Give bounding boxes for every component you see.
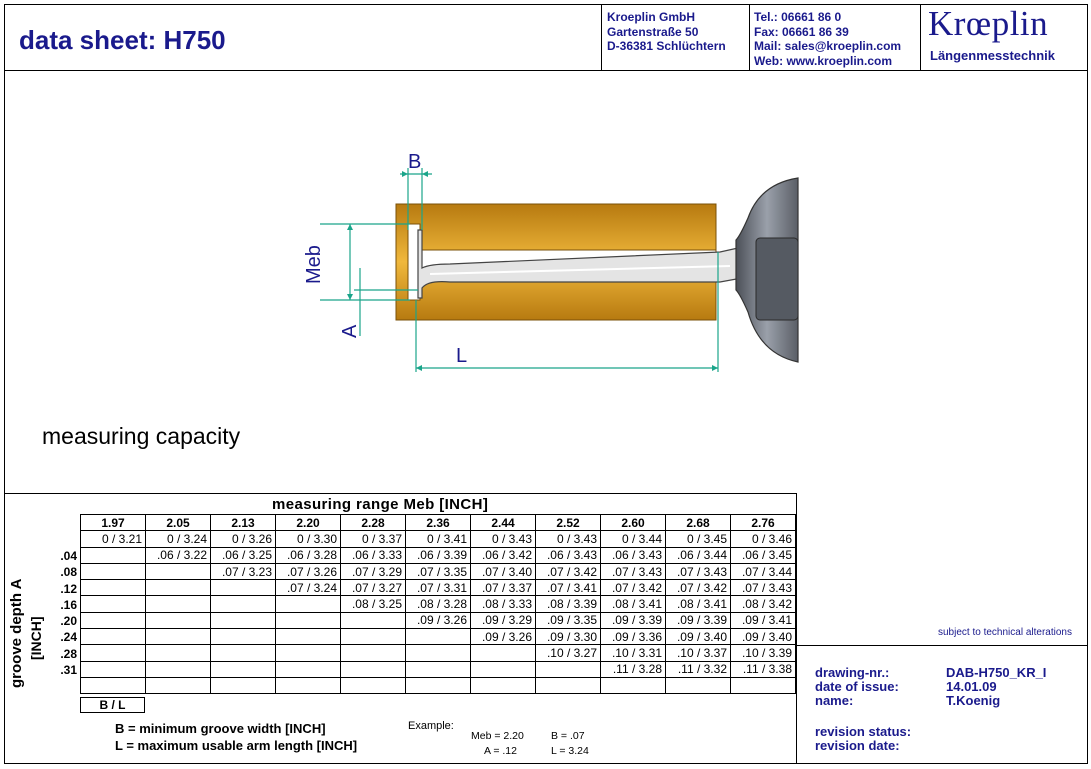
table-cell xyxy=(146,612,211,628)
table-cell xyxy=(276,661,341,677)
table-cell xyxy=(341,645,406,661)
table-cell: .06 / 3.44 xyxy=(666,547,731,563)
table-cell: .08 / 3.41 xyxy=(601,596,666,612)
column-header: 1.97 xyxy=(81,515,146,531)
legend-line: B = minimum groove width [INCH] xyxy=(115,721,326,736)
table-cell: .07 / 3.40 xyxy=(471,563,536,579)
table-row xyxy=(81,612,796,628)
arrow-head xyxy=(422,171,428,177)
section-title: measuring capacity xyxy=(42,423,241,449)
table-row xyxy=(81,531,796,547)
table-cell: .07 / 3.31 xyxy=(406,580,471,596)
meta-divider xyxy=(797,645,1088,646)
row-label: .04 xyxy=(60,549,77,563)
table-cell: .09 / 3.36 xyxy=(601,629,666,645)
row-label: .08 xyxy=(60,565,77,580)
column-header: 2.44 xyxy=(471,515,536,531)
table-cell: 0 / 3.26 xyxy=(211,531,276,547)
header-divider xyxy=(920,5,921,70)
table-row xyxy=(81,563,796,579)
example-l: L = 3.24 xyxy=(551,745,589,757)
table-cell xyxy=(146,580,211,596)
column-header: 2.05 xyxy=(146,515,211,531)
legend xyxy=(115,720,357,754)
table-cell: 0 / 3.46 xyxy=(731,531,796,547)
table-cell: .07 / 3.42 xyxy=(536,563,601,579)
gauge-diagram xyxy=(290,140,810,380)
revision-date-label: revision date: xyxy=(815,738,900,753)
table-cell xyxy=(81,677,146,693)
table-cell xyxy=(276,596,341,612)
label-meb: Meb xyxy=(303,245,325,284)
table-cell xyxy=(211,645,276,661)
column-header: 2.36 xyxy=(406,515,471,531)
table-cell: .08 / 3.25 xyxy=(341,596,406,612)
table-cell xyxy=(666,677,731,693)
table-cell: .07 / 3.41 xyxy=(536,580,601,596)
table-cell: .07 / 3.37 xyxy=(471,580,536,596)
contact-line: Fax: 06661 86 39 xyxy=(754,24,849,39)
name-label: name: xyxy=(815,693,854,708)
row-label: .24 xyxy=(60,630,77,645)
table-cell xyxy=(276,612,341,628)
brand-subtitle: Längenmesstechnik xyxy=(930,48,1055,63)
example-a: A = .12 xyxy=(484,745,517,757)
table-cell xyxy=(601,677,666,693)
table-cell: .10 / 3.37 xyxy=(666,645,731,661)
header-divider xyxy=(601,5,602,70)
table-cell: .07 / 3.24 xyxy=(276,580,341,596)
table-cell xyxy=(146,645,211,661)
table-cell: .10 / 3.31 xyxy=(601,645,666,661)
table-cell: 0 / 3.37 xyxy=(341,531,406,547)
table-row xyxy=(81,596,796,612)
row-label: .12 xyxy=(60,581,77,596)
table-cell xyxy=(146,661,211,677)
table-cell: .07 / 3.43 xyxy=(666,563,731,579)
table-cell: 0 / 3.44 xyxy=(601,531,666,547)
table-cell xyxy=(81,661,146,677)
contact-line: Tel.: 06661 86 0 xyxy=(754,10,842,24)
table-cell: .08 / 3.33 xyxy=(471,596,536,612)
table-cell: 0 / 3.30 xyxy=(276,531,341,547)
example-label: Example: xyxy=(408,720,454,732)
arrow-head xyxy=(347,224,353,230)
arrow-head xyxy=(416,365,422,371)
arrow-head xyxy=(347,294,353,300)
capacity-table xyxy=(80,514,796,694)
table-cell xyxy=(406,629,471,645)
table-cell xyxy=(536,677,601,693)
table-cell xyxy=(406,677,471,693)
column-header: 2.13 xyxy=(211,515,276,531)
table-cell xyxy=(406,661,471,677)
row-label: .28 xyxy=(60,646,77,661)
table-cell: 0 / 3.24 xyxy=(146,531,211,547)
table-cell: .07 / 3.35 xyxy=(406,563,471,579)
table-cell xyxy=(276,645,341,661)
address-line: D-36381 Schlüchtern xyxy=(607,39,726,53)
table-cell: .07 / 3.43 xyxy=(731,580,796,596)
table-cell: .06 / 3.43 xyxy=(536,547,601,563)
table-cell: .09 / 3.26 xyxy=(471,629,536,645)
table-cell: .10 / 3.27 xyxy=(536,645,601,661)
table-cell: .11 / 3.32 xyxy=(666,661,731,677)
table-cell xyxy=(211,661,276,677)
example-b: B = .07 xyxy=(551,730,585,742)
example-meb: Meb = 2.20 xyxy=(471,730,524,742)
table-cell xyxy=(341,677,406,693)
table-cell: .09 / 3.40 xyxy=(731,629,796,645)
table-cell: .06 / 3.28 xyxy=(276,547,341,563)
table-cell: .08 / 3.39 xyxy=(536,596,601,612)
table-cell xyxy=(211,612,276,628)
table-cell: .09 / 3.39 xyxy=(601,612,666,628)
date-value: 14.01.09 xyxy=(946,679,997,694)
column-header: 2.28 xyxy=(341,515,406,531)
address-line: Gartenstraße 50 xyxy=(607,24,699,39)
table-cell: 0 / 3.43 xyxy=(471,531,536,547)
table-row xyxy=(81,661,796,677)
table-cell: .06 / 3.33 xyxy=(341,547,406,563)
table-cell xyxy=(81,596,146,612)
company-contact xyxy=(754,10,901,68)
brand-logo: Krœplin xyxy=(928,4,1049,43)
table-cell: .09 / 3.40 xyxy=(666,629,731,645)
date-label: date of issue: xyxy=(815,679,899,694)
column-header: 2.60 xyxy=(601,515,666,531)
header xyxy=(4,4,1088,71)
drawing-nr-label: drawing-nr.: xyxy=(815,665,890,680)
column-header: 2.20 xyxy=(276,515,341,531)
table-cell: .11 / 3.38 xyxy=(731,661,796,677)
table-header-row xyxy=(81,515,796,531)
table-cell: .06 / 3.25 xyxy=(211,547,276,563)
table-row xyxy=(81,645,796,661)
table-cell: .07 / 3.26 xyxy=(276,563,341,579)
table-cell: .08 / 3.42 xyxy=(731,596,796,612)
table-cell: .07 / 3.27 xyxy=(341,580,406,596)
column-header: 2.76 xyxy=(731,515,796,531)
revision-status-label: revision status: xyxy=(815,724,912,739)
table-cell xyxy=(276,677,341,693)
table-cell: .06 / 3.45 xyxy=(731,547,796,563)
row-label: .31 xyxy=(60,663,77,678)
table-cell: .07 / 3.29 xyxy=(341,563,406,579)
table-row xyxy=(81,580,796,596)
contact-email[interactable]: Mail: sales@kroeplin.com xyxy=(754,39,902,53)
table-cell xyxy=(471,661,536,677)
table-row xyxy=(81,629,796,645)
page-title: data sheet: H750 xyxy=(19,25,226,55)
table-cell xyxy=(211,677,276,693)
table-cell: 0 / 3.45 xyxy=(666,531,731,547)
table-cell xyxy=(341,612,406,628)
table-cell: .10 / 3.39 xyxy=(731,645,796,661)
table-cell xyxy=(146,677,211,693)
table-cell: .06 / 3.39 xyxy=(406,547,471,563)
address-line: Kroeplin GmbH xyxy=(607,10,696,24)
table-cell: .08 / 3.28 xyxy=(406,596,471,612)
table-cell: .08 / 3.41 xyxy=(666,596,731,612)
row-labels xyxy=(50,548,80,678)
arrow-head xyxy=(712,365,718,371)
table-cell: .06 / 3.43 xyxy=(601,547,666,563)
table-cell: .11 / 3.28 xyxy=(601,661,666,677)
bl-label: B / L xyxy=(80,697,145,713)
table-cell: 0 / 3.21 xyxy=(81,531,146,547)
table-cell xyxy=(341,629,406,645)
table-row xyxy=(81,677,796,693)
table-cell xyxy=(81,612,146,628)
table-cell: .09 / 3.26 xyxy=(406,612,471,628)
table-cell: .06 / 3.42 xyxy=(471,547,536,563)
table-row xyxy=(81,547,796,563)
header-divider xyxy=(749,5,750,70)
table-cell xyxy=(536,661,601,677)
table-cell: .07 / 3.43 xyxy=(601,563,666,579)
table-cell xyxy=(211,580,276,596)
table-cell xyxy=(471,677,536,693)
drawing-nr-value: DAB-H750_KR_I xyxy=(946,665,1047,680)
axis-unit: [INCH] xyxy=(28,616,44,660)
table-cell: .07 / 3.42 xyxy=(666,580,731,596)
table-cell xyxy=(731,677,796,693)
contact-web[interactable]: Web: www.kroeplin.com xyxy=(754,53,893,68)
label-a: A xyxy=(339,324,361,338)
table-cell: .07 / 3.44 xyxy=(731,563,796,579)
axis-label-groove-depth: groove depth A xyxy=(8,578,25,688)
table-cell xyxy=(146,629,211,645)
table-cell xyxy=(81,580,146,596)
name-value: T.Koenig xyxy=(946,693,1001,708)
column-header: 2.52 xyxy=(536,515,601,531)
label-l: L xyxy=(456,345,468,367)
table-cell xyxy=(81,563,146,579)
column-header: 2.68 xyxy=(666,515,731,531)
table-cell: .09 / 3.30 xyxy=(536,629,601,645)
table-cell xyxy=(211,596,276,612)
subject-note: subject to technical alterations xyxy=(938,627,1072,638)
company-address xyxy=(607,10,726,54)
table-cell: 0 / 3.41 xyxy=(406,531,471,547)
table-cell xyxy=(471,645,536,661)
row-label: .16 xyxy=(60,597,77,612)
label-b: B xyxy=(408,151,422,173)
table-cell: .09 / 3.41 xyxy=(731,612,796,628)
table-cell xyxy=(276,629,341,645)
table-cell xyxy=(81,645,146,661)
table-cell: 0 / 3.43 xyxy=(536,531,601,547)
table-cell: .09 / 3.39 xyxy=(666,612,731,628)
gauge-window xyxy=(756,238,798,320)
table-cell: .09 / 3.35 xyxy=(536,612,601,628)
table-cell xyxy=(81,547,146,563)
table-cell xyxy=(211,629,276,645)
table-cell: .07 / 3.42 xyxy=(601,580,666,596)
table-cell: .07 / 3.23 xyxy=(211,563,276,579)
table-cell xyxy=(341,661,406,677)
table-cell: .06 / 3.22 xyxy=(146,547,211,563)
table-cell xyxy=(406,645,471,661)
range-title: measuring range Meb [INCH] xyxy=(272,496,489,513)
legend-line: L = maximum usable arm length [INCH] xyxy=(115,738,358,753)
table-cell xyxy=(146,563,211,579)
table-cell: .09 / 3.29 xyxy=(471,612,536,628)
table-cell xyxy=(146,596,211,612)
table-cell xyxy=(81,629,146,645)
row-label: .20 xyxy=(60,614,77,629)
